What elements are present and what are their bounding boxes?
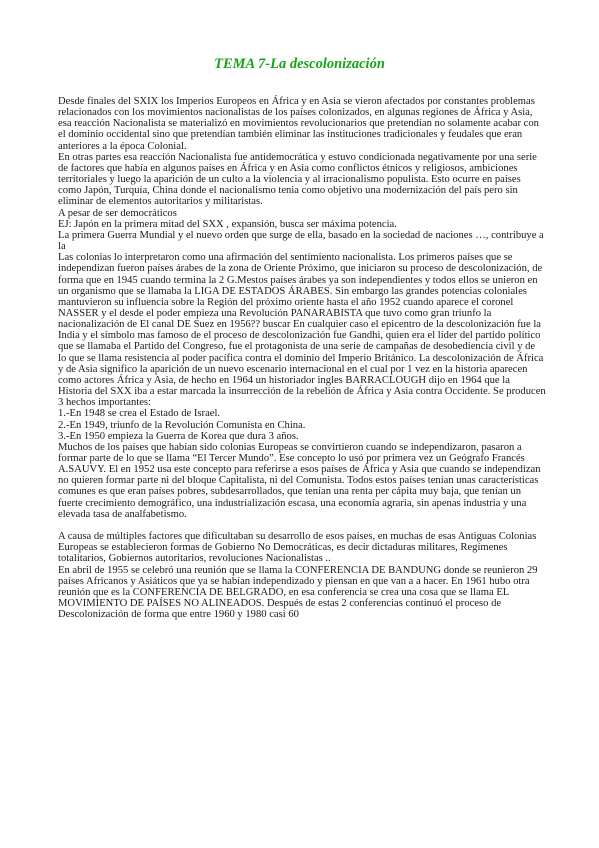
paragraph-first-world-war: La primera Guerra Mundial y el nuevo orden que surge de ella, basado en la sociedad de naciones …, contribuye a la (58, 229, 544, 253)
paragraph-third-world: Muchos de los países que habían sido colonias Europeas se convirtieron cuando se independizaron, pasaron a formar parte de lo que se llama “El Tercer Mundo”. Ese concepto lo usó por primera vez un Geógrafo Francés A.SAUVY. El en 1952 usa este concepto para referirse a esos países de África y Asia que cuando se independizan no quieren formar parte ni del bloque Capitalista, ni del Comunista. Todos estos países tenían unas características comunes es que eran países pobres, subdesarrollados, que tenían una renta per cápita muy baja, que tenían un fuerte crecimiento demográfico, una industrialización escasa, una economía agraria, sin apenas industria y una elevada tasa de analfabetismo. (58, 441, 541, 520)
paragraph-note: A pesar de ser democráticos (58, 207, 177, 219)
list-item-2: 2.-En 1949, triunfo de la Revolución Comunista en China. (58, 419, 306, 431)
blank-line (58, 520, 546, 531)
paragraph-governments: A causa de múltiples factores que dificultaban su desarrollo de esos países, en muchas de esas Antiguas Colonias Europeas se establecieron formas de Gobierno No Democráticas, es decir dictaduras militares, Regímenes totalitarios, Gobiernos autoritarios, revoluciones Nacionalistas .. (58, 531, 537, 565)
paragraph-example: EJ: Japón en la primera mitad del SXX , expansión, busca ser máxima potencia. (58, 218, 397, 230)
paragraph-colonies: Las colonias lo interpretaron como una afirmación del sentimiento nacionalista. Los primeros países que se independizan fueron países árabes de la zona de Oriente Próximo, que iniciaron su proceso de descolonización, de forma que en 1945 cuando termina la 2 G.Mestos países árabes ya son independientes y todos ellos se unieron en un organismo que se llamaba la LIGA DE ESTADOS ÁRABES. Sin embargo las grandes potencias coloniales mantuvieron su influencia sobre la Región del próximo oriente hasta el año 1952 cuando aparece el coronel NASSER y el desde el poder empieza una Revolución PANARABISTA que tuvo como gran triunfo la nacionalización de El canal DE Suez en 1956?? buscar En cualquier caso el epicentro de la descolonización fue la India y el símbolo mas famoso de el proceso de descolonización fue Gandhi, quien era el líder del partido político que se llamaba el Partido del Congreso, fue el protagonista de una serie de campañas de desobediencia civil y de lo que se llama resistencia al poder pacífica contra el dominio del Imperio Británico. La descolonización de África y de Asia significo la aparición de un nuevo escenario internacional en el cual por 1 vez en la historia aparecen como actores África y Asia, de hecho en 1964 un historiador ingles BARRACLOUGH dijo en 1964 que la Historia del SXX iba a estar marcada la insurrección de la rebelión de África y Asia contra Occidente. Se producen 3 hechos importantes: (58, 252, 546, 409)
list-item-3: 3.-En 1950 empieza la Guerra de Korea que dura 3 años. (58, 430, 299, 442)
page-title: TEMA 7-La descolonización (214, 56, 385, 72)
document-body (58, 96, 546, 620)
paragraph-intro: Desde finales del SXIX los Imperios Europeos en África y en Asia se vieron afectados por constantes problemas relacionados con los movimientos nacionalistas de los países colonizados, en algunas regiones de África y Asia, esa reacción Nacionalista se materializó en movimientos revolucionarios que pretendían no solamente acabar con el dominio occidental sino que pretendían también eliminar las instituciones tradicionales y feudales que eran anteriores a la época Colonial. (58, 96, 539, 152)
list-item-1: 1.-En 1948 se crea el Estado de Israel. (58, 408, 221, 420)
paragraph-antidemocratic: En otras partes esa reacción Nacionalista fue antidemocrática y estuvo condicionada negativamente por una serie de factores que había en algunos países en África y en Asia como conflictos étnicos y religiosos, ambiciones territoriales y luego la aparición de un culto a la violencia y al irracionalismo populista. Esto ocurre en países como Japón, Turquía, China donde el nacionalismo tenia como objetivo una modernización del país pero sin eliminar de elementos autoritarios y militaristas. (58, 151, 537, 208)
paragraph-bandung: En abril de 1955 se celebró una reunión que se llama la CONFERENCIA DE BANDUNG donde se reunieron 29 países Africanos y Asiáticos que ya se habían independizado y piensan en que van a a hacer. En 1961 hubo otra reunión que es la CONFERENCIA DE BELGRADO, en esa conferencia se crea una cosa que se llama EL MOVIMIENTO DE PAÍSES NO ALINEADOS. Después de estas 2 conferencias continuó el proceso de Descolonización de forma que entre 1960 y 1980 casi 60 (58, 564, 538, 621)
